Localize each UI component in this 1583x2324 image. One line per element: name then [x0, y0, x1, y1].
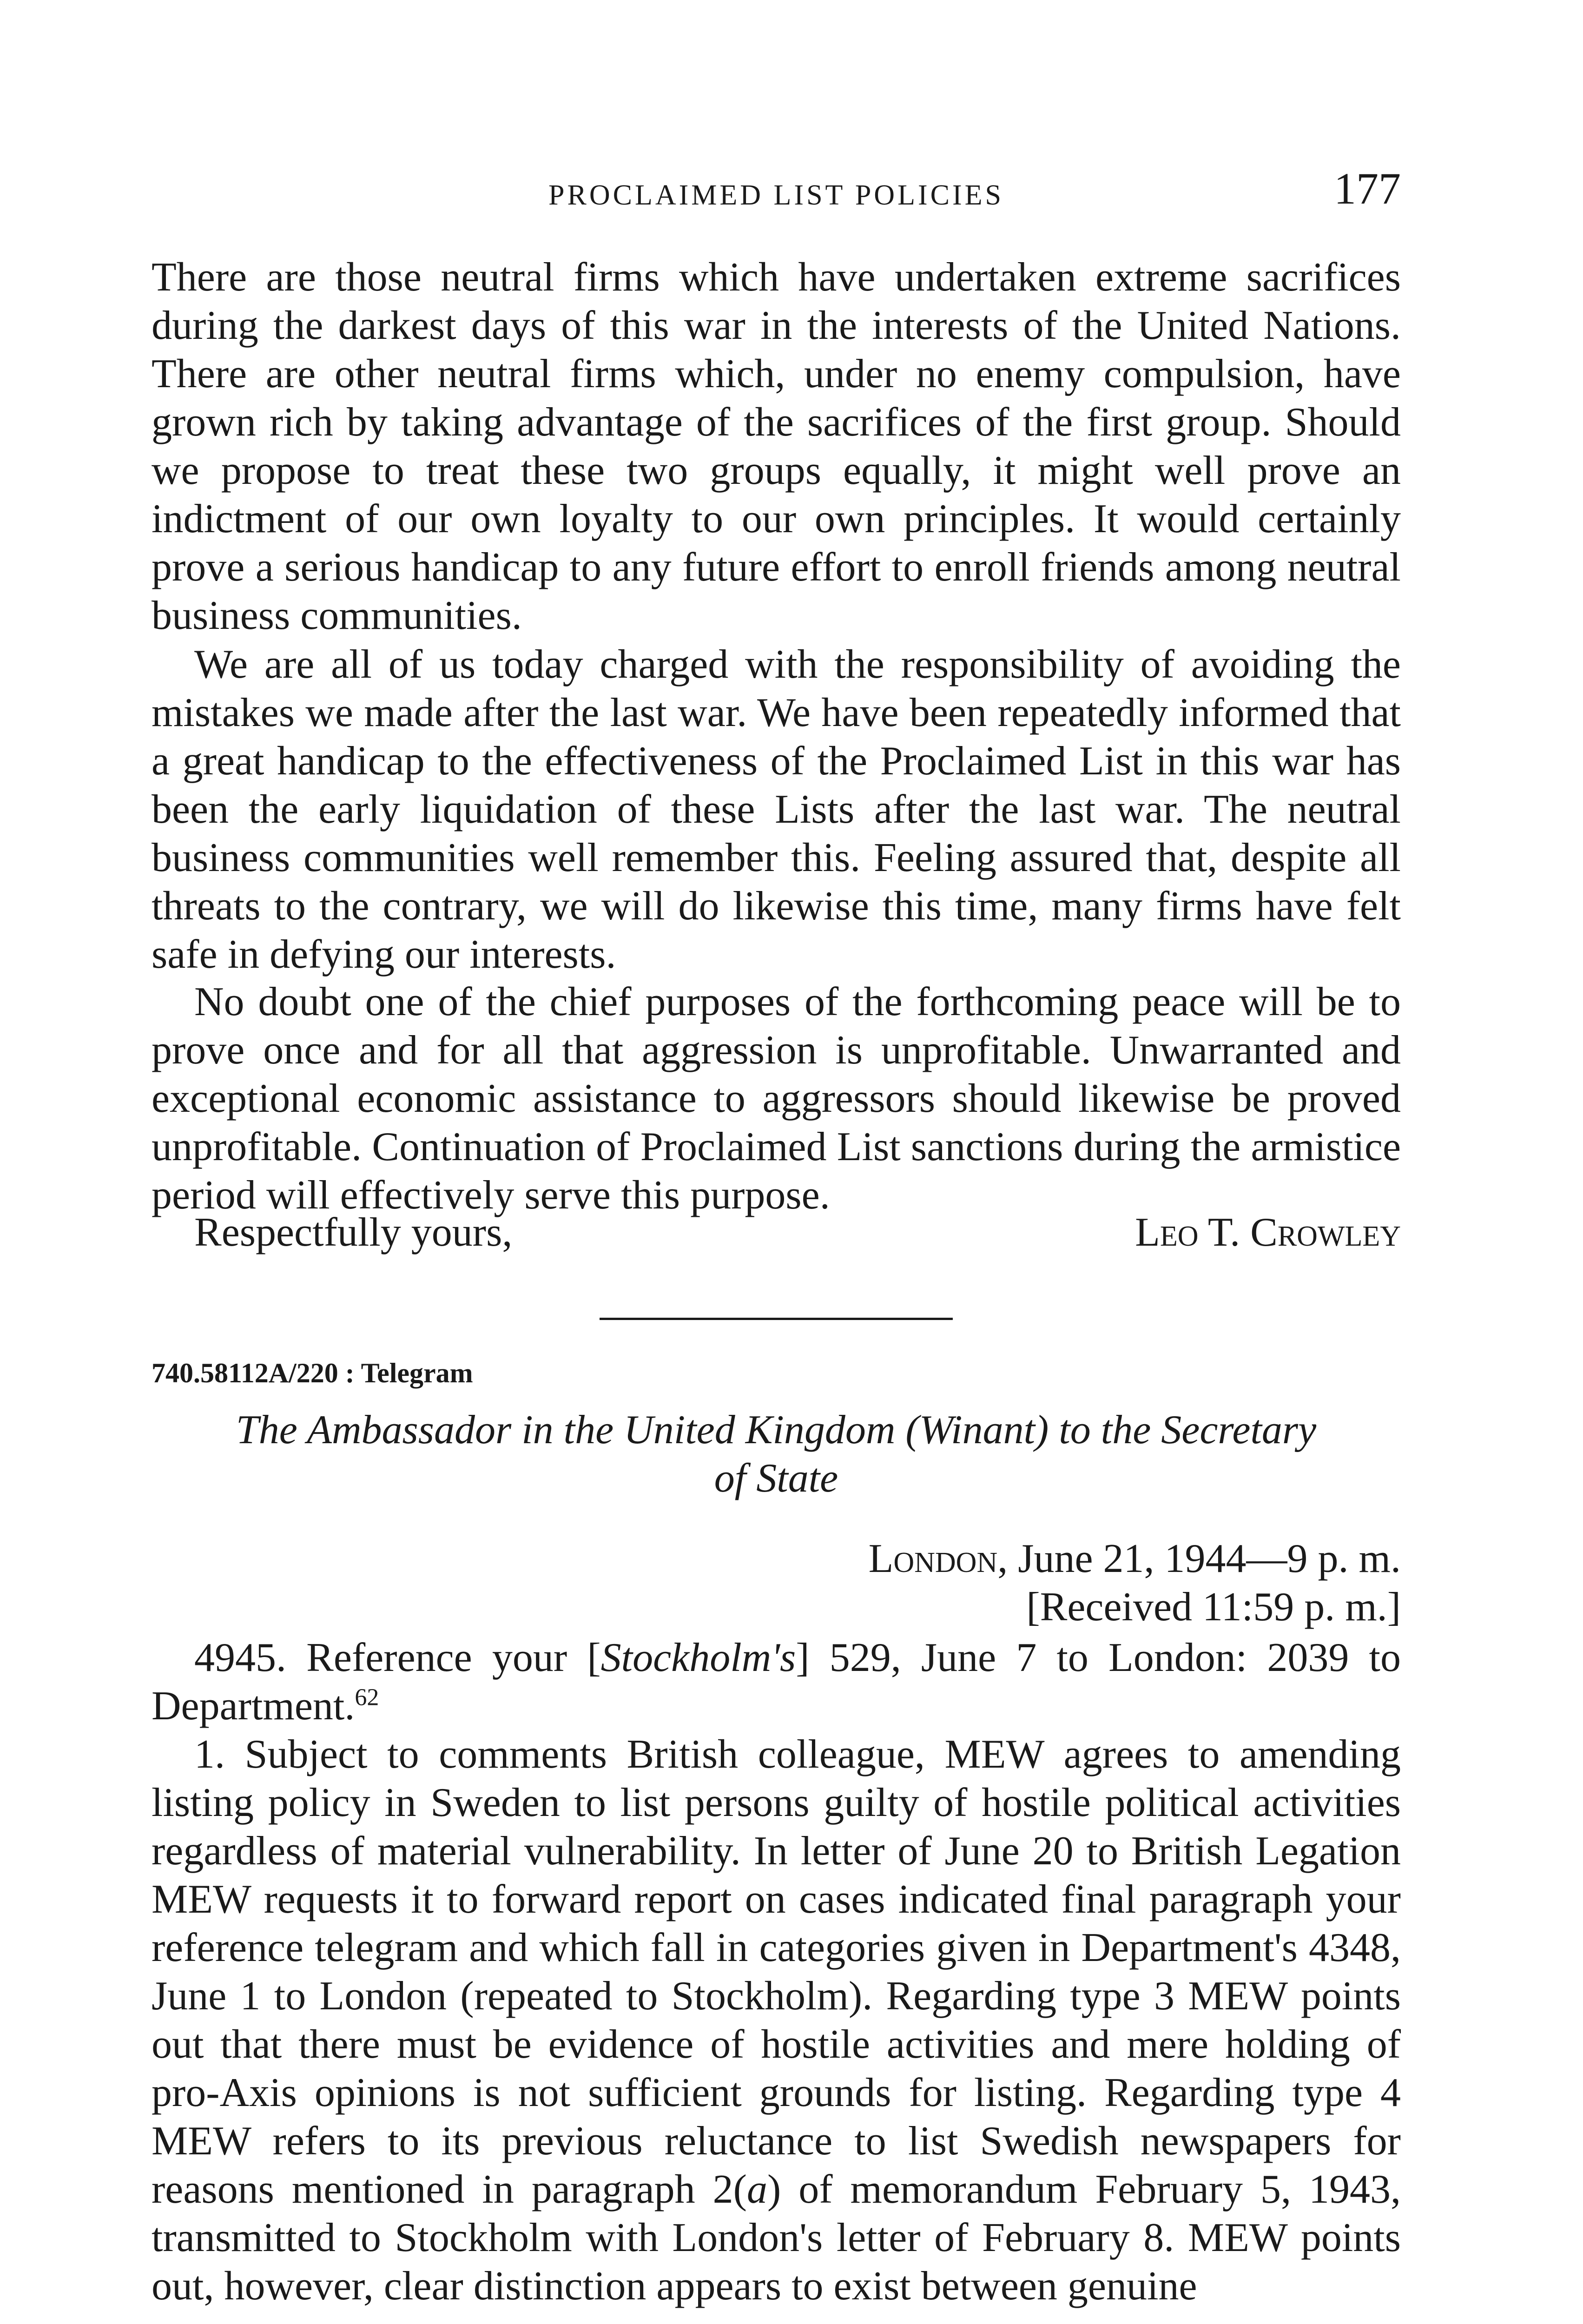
document-title — [152, 1406, 1401, 1503]
page-header — [152, 163, 1401, 218]
signature: Leo T. Crowley — [1135, 1210, 1401, 1255]
telegram-p1-italic: a — [746, 2167, 767, 2212]
paragraph-mistakes-last-war: We are all of us today charged with the responsibility of avoiding the mistakes we made after the last war. We have been repeatedly informed that a great handicap to the effectiveness of the Proclaimed List in this war has been the early liquidation of these Lists after the last war. The neutral business communities well remember this. Feeling assured that, despite all threats to the contrary, we will do likewise this time, many firms have felt safe in defying our interests. — [152, 642, 1401, 977]
dateline — [869, 1535, 1401, 1631]
telegram-paragraph-1 — [152, 1730, 1401, 2311]
telegram-p1-text-b: ) of memorandum February 5, 1943, transmitted to Stockholm with London's letter of February 8. MEW points out, however, clear distinction appears to exist between genuine — [152, 2167, 1401, 2309]
paragraph-aggression-unprofitable: No doubt one of the chief purposes of the forthcoming peace will be to prove once and for all that aggression is unprofitable. Unwarranted and exceptional economic assistance to aggressors should likewise be proved unprofitable. Continuation of Proclaimed List sanctions during the armistice period will effectively serve this purpose. — [152, 979, 1401, 1218]
section-divider — [600, 1318, 953, 1320]
document-title-line1: The Ambassador in the United Kingdom (Winant) to the Secretary — [236, 1407, 1317, 1452]
telegram-ref-italic: Stockholm's — [600, 1635, 796, 1680]
salutation: Respectfully yours, — [194, 1210, 513, 1255]
dateline-place: London, — [868, 1536, 1008, 1581]
paragraph-neutral-firms: There are those neutral firms which have undertaken extreme sacrifices during the darkest days of this war in the interests of the United Nations. There are other neutral firms which, under no enemy compulsion, have grown rich by taking advantage of the sacrifices of the first group. Should we propose to treat these two groups equally, it might well prove an indictment of our own loyalty to our own principles. It would certainly prove a serious handicap to any future effort to enroll friends among neutral business communities. — [152, 255, 1401, 638]
dateline-date: June 21, 1944—9 p. m. — [1018, 1536, 1401, 1581]
telegram-reference-paragraph — [152, 1634, 1401, 1730]
telegram-p1-text-a: 1. Subject to comments British colleague, MEW agrees to amending listing policy in Sweden to list persons guilty of hostile political activities regardless of material vulnerability. In letter of June 20 to British Legation MEW requests it to forward report on cases indicated final paragraph your reference telegram and which fall in categories given in Department's 4348, June 1 to London (repeated to Stockholm). Regarding type 3 MEW points out that there must be evidence of hostile activities and mere holding of pro-Axis opinions is not sufficient grounds for listing. Regarding type 4 MEW refers to its previous reluctance to list Swedish newspapers for reasons mentioned in paragraph 2( — [152, 1732, 1401, 2212]
telegram-ref-text-b: ] 529, June 7 to London: 2039 to Department. — [152, 1635, 1401, 1729]
file-reference: 740.58112A/220 : Telegram — [152, 1358, 473, 1388]
telegram-ref-text-a: 4945. Reference your [ — [194, 1635, 601, 1680]
running-title: PROCLAIMED LIST POLICIES — [548, 179, 1004, 211]
footnote-marker: 62 — [355, 1684, 379, 1711]
document-title-line2: of State — [714, 1456, 838, 1501]
received-time: [Received 11:59 p. m.] — [1026, 1585, 1401, 1630]
page-number: 177 — [1334, 164, 1401, 213]
